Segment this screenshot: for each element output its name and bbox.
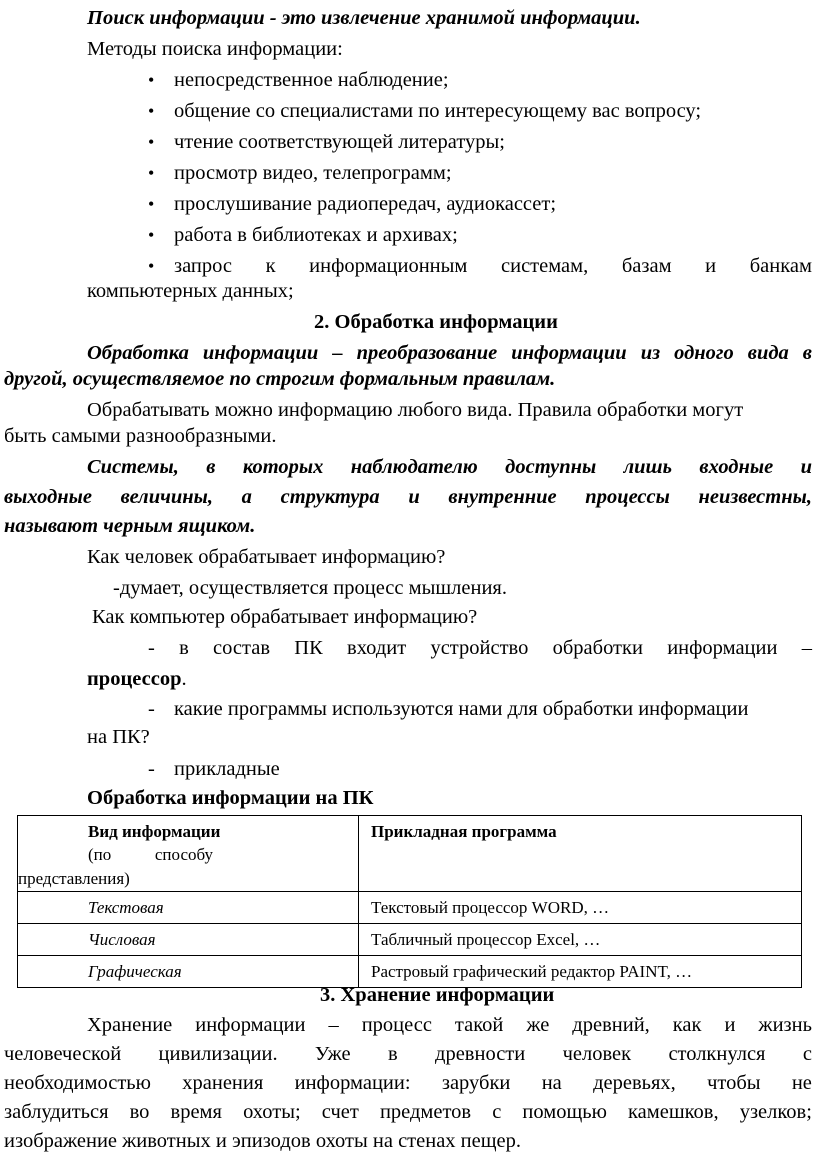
- section-heading-processing: 2. Обработка информации: [314, 311, 558, 333]
- programs-answer: прикладные: [174, 758, 280, 780]
- list-item-continuation: компьютерных данных;: [87, 280, 294, 302]
- processing-paragraph-cont: быть самыми разнообразными.: [4, 425, 277, 447]
- word: ПК: [294, 637, 323, 659]
- word: и: [724, 1014, 736, 1036]
- word: системам,: [501, 255, 589, 277]
- word: величины,: [120, 486, 213, 508]
- cell-type: Числовая: [18, 924, 359, 956]
- storage-paragraph-last: изображение животных и эпизодов охоты на стенах пещер.: [4, 1130, 521, 1152]
- word: Обработка: [87, 342, 189, 364]
- word: наблюдателю: [350, 456, 478, 478]
- word: заблудиться: [4, 1101, 109, 1123]
- word: как: [672, 1014, 702, 1036]
- word: же: [526, 1014, 550, 1036]
- word: хранения: [182, 1072, 264, 1094]
- word: неизвестны,: [698, 486, 812, 508]
- word: с: [802, 1043, 812, 1065]
- dash: -: [148, 758, 155, 780]
- word: в: [802, 342, 812, 364]
- word: -: [148, 637, 155, 659]
- bullet: •: [148, 163, 155, 183]
- header-cell-type: [18, 816, 359, 892]
- word: из: [640, 342, 661, 364]
- bullet: •: [148, 225, 155, 245]
- header-cell-program: [359, 816, 802, 892]
- table-row: [18, 924, 802, 956]
- programs-question: какие программы используются нами для обработки информации: [174, 698, 749, 720]
- word: –: [801, 637, 812, 659]
- period: .: [181, 668, 187, 690]
- question-human: Как человек обрабатывает информацию?: [87, 546, 446, 568]
- word: устройство: [430, 637, 529, 659]
- word: в: [387, 1043, 398, 1065]
- word: информации: [195, 1014, 306, 1036]
- word: банкам: [749, 255, 812, 277]
- word: запрос: [174, 255, 233, 277]
- processing-definition-cont: другой, осуществляемое по строгим формальным правилам.: [4, 368, 556, 390]
- list-item: чтение соответствующей литературы;: [174, 131, 506, 153]
- answer-pc-cont: [87, 667, 187, 691]
- bullet: •: [148, 256, 155, 276]
- bullet: •: [148, 70, 155, 90]
- word: базам: [621, 255, 672, 277]
- word: счет: [321, 1101, 359, 1123]
- word: помощью: [522, 1101, 607, 1123]
- word: предметов: [379, 1101, 472, 1123]
- word: цивилизации.: [158, 1043, 278, 1065]
- cell-type: Графическая: [18, 956, 359, 988]
- word: структура: [280, 486, 380, 508]
- header-type-label: Вид информации: [88, 822, 221, 841]
- word: информации: [667, 637, 778, 659]
- word: и: [705, 255, 717, 277]
- bullet: •: [148, 101, 155, 121]
- list-item: общение со специалистами по интересующему вас вопросу;: [174, 100, 702, 122]
- list-item: прослушивание радиопередач, аудиокассет;: [174, 193, 557, 215]
- answer-human: -думает, осуществляется процесс мышления.: [113, 577, 507, 599]
- word: состав: [213, 637, 270, 659]
- word: процессы: [585, 486, 670, 508]
- blackbox-definition: [87, 455, 812, 479]
- word: древний,: [572, 1014, 650, 1036]
- word: –: [328, 1014, 339, 1036]
- word: древности: [435, 1043, 526, 1065]
- blackbox-definition-line2: [4, 485, 812, 509]
- word: информации: [202, 342, 319, 364]
- blackbox-definition-line3: называют черным ящиком.: [4, 515, 256, 537]
- storage-paragraph-line: [87, 1013, 812, 1037]
- word: выходные: [4, 486, 92, 508]
- header-type-sub-cont: представления): [18, 869, 130, 888]
- word: зарубки: [441, 1072, 511, 1094]
- word: во: [129, 1101, 150, 1123]
- word: жизнь: [758, 1014, 812, 1036]
- word: столкнулся: [668, 1043, 766, 1065]
- word: человек: [562, 1043, 632, 1065]
- storage-paragraph-line: [4, 1071, 812, 1095]
- word: к: [265, 255, 276, 277]
- word: информации:: [294, 1072, 411, 1094]
- word: с: [492, 1101, 502, 1123]
- word: в: [206, 456, 216, 478]
- word: –: [332, 342, 343, 364]
- word: (по: [88, 845, 112, 864]
- word: необходимостью: [4, 1072, 151, 1094]
- search-definition: Поиск информации - это извлечение хранимой информации.: [87, 7, 641, 29]
- word: процесс: [361, 1014, 432, 1036]
- word: а: [241, 486, 252, 508]
- word: которых: [242, 456, 324, 478]
- word: время: [170, 1101, 222, 1123]
- cell-program: Растровый графический редактор PAINT, …: [359, 956, 802, 988]
- list-item: непосредственное наблюдение;: [174, 69, 449, 91]
- section-heading-storage: 3. Хранение информации: [320, 984, 555, 1006]
- header-type-sub: [88, 843, 213, 867]
- word: Уже: [314, 1043, 351, 1065]
- word: Системы,: [87, 456, 179, 478]
- processing-paragraph: Обрабатывать можно информацию любого вида. Правила обработки могут: [87, 399, 744, 421]
- word: информационным: [309, 255, 468, 277]
- word: способу: [154, 845, 213, 864]
- word: такой: [454, 1014, 504, 1036]
- word: на: [541, 1072, 562, 1094]
- word: узелков;: [739, 1101, 812, 1123]
- processor-term: процессор: [87, 668, 182, 690]
- list-item: [174, 254, 812, 278]
- bullet: •: [148, 132, 155, 152]
- word: Хранение: [87, 1014, 173, 1036]
- software-table: [17, 815, 802, 988]
- question-pc: Как компьютер обрабатывает информацию?: [92, 606, 478, 628]
- word: чтобы: [707, 1072, 761, 1094]
- storage-paragraph-line: [4, 1100, 812, 1124]
- word: обработки: [552, 637, 643, 659]
- word: одного: [674, 342, 734, 364]
- table-header-row: [18, 816, 802, 892]
- list-item: работа в библиотеках и архивах;: [174, 224, 458, 246]
- bullet: •: [148, 194, 155, 214]
- word: преобразование: [356, 342, 498, 364]
- word: внутренние: [448, 486, 557, 508]
- word: деревьях,: [593, 1072, 676, 1094]
- word: охоты;: [243, 1101, 301, 1123]
- table-title: Обработка информации на ПК: [87, 787, 374, 809]
- word: человеческой: [4, 1043, 122, 1065]
- word: лишь: [623, 456, 673, 478]
- list-item: просмотр видео, телепрограмм;: [174, 162, 452, 184]
- word: не: [791, 1072, 812, 1094]
- header-program-label: Прикладная программа: [371, 822, 557, 841]
- word: в: [179, 637, 189, 659]
- word: входные: [699, 456, 774, 478]
- cell-program: Табличный процессор Excel, …: [359, 924, 802, 956]
- storage-paragraph-line: [4, 1042, 812, 1066]
- programs-question-cont: на ПК?: [87, 726, 150, 748]
- table-row: [18, 892, 802, 924]
- answer-pc: [148, 636, 812, 660]
- methods-heading: Методы поиска информации:: [87, 38, 343, 60]
- word: входит: [347, 637, 407, 659]
- word: информации: [511, 342, 627, 364]
- word: и: [800, 456, 812, 478]
- word: доступны: [505, 456, 597, 478]
- word: и: [408, 486, 420, 508]
- word: вида: [747, 342, 789, 364]
- cell-program: Текстовый процессор WORD, …: [359, 892, 802, 924]
- word: камешков,: [628, 1101, 719, 1123]
- cell-type: Текстовая: [18, 892, 359, 924]
- processing-definition: [87, 341, 812, 365]
- dash: -: [148, 698, 155, 720]
